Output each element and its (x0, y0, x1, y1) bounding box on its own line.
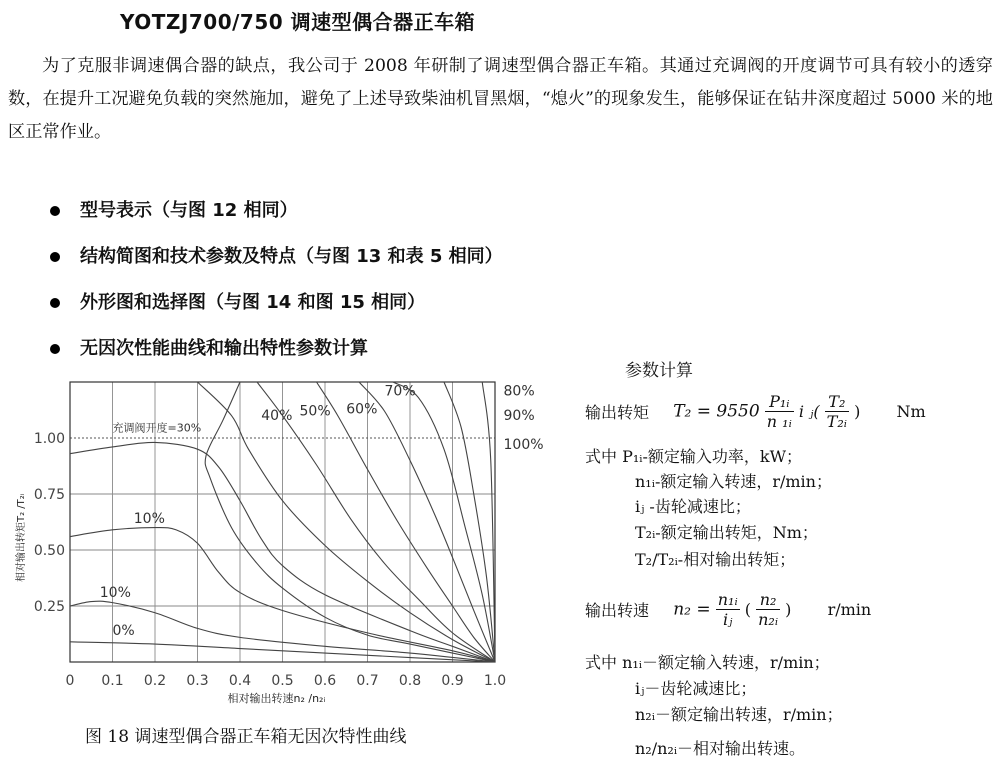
torque-den: n ₁ᵢ (766, 412, 792, 431)
x-tick-label: 0.8 (398, 673, 422, 689)
speed-formula (585, 590, 871, 629)
def-line: T₂/T₂ᵢ-相对输出转矩； (635, 550, 796, 569)
curve-label: 充调阀开度=30% (112, 421, 202, 435)
x-tick-label: 0.3 (186, 673, 209, 689)
x-tick-label: 0.7 (356, 673, 379, 689)
bullet-item (50, 188, 503, 234)
def-line: n₂/n₂ᵢ－相对输出转速。 (635, 739, 806, 758)
torque-mid: i ⱼ( (798, 402, 820, 421)
series-line (198, 382, 496, 662)
curve-label: 60% (346, 401, 378, 418)
y-tick-label: 0.50 (33, 543, 65, 559)
speed-num: n₁ᵢ (717, 590, 738, 609)
x-tick-label: 0.2 (143, 673, 167, 689)
x-tick-label: 0 (65, 673, 75, 689)
y-tick-label: 1.00 (33, 431, 65, 447)
def-line: iⱼ -齿轮减速比； (635, 497, 751, 516)
series-line (393, 382, 495, 662)
speed-unit: r/min (827, 600, 872, 619)
curve-label: 10% (99, 585, 131, 602)
bullet-icon (50, 206, 60, 216)
speed-ratio (756, 590, 780, 629)
x-tick-label: 0.5 (271, 673, 294, 689)
x-tick-label: 0.4 (228, 673, 252, 689)
x-tick-label: 0.6 (313, 673, 337, 689)
torque-close: ) (854, 402, 861, 421)
intro-paragraph: 为了克服非调速偶合器的缺点，我公司于 2008 年研制了调速型偶合器正车箱。其通过充调阀的开度调节可具有较小的透穿数，在提升工况避免负载的突然施加，避免了上述导致柴油机冒黑烟，“熄火”的现象发生，能够保证在钻井深度超过 5000 米的地区正常作业。 (8, 56, 993, 142)
torque-unit: Nm (896, 402, 926, 421)
def-line: 式中 P₁ᵢ-额定输入功率，kW； (585, 447, 803, 466)
torque-den2: T₂ᵢ (826, 412, 847, 431)
speed-label: 输出转速 (585, 601, 650, 620)
speed-close: ) (785, 600, 792, 619)
speed-den: iⱼ (723, 610, 733, 629)
curve-label: 10% (133, 511, 165, 528)
series-line (317, 382, 496, 662)
torque-lhs: T₂ = 9550 (673, 401, 760, 422)
x-tick-label: 1.0 (483, 673, 507, 689)
torque-fraction (765, 392, 794, 431)
bullet-icon (50, 298, 60, 308)
curve-label: 90% (503, 408, 535, 425)
bullet-item (50, 234, 503, 280)
speed-den2: n₂ᵢ (758, 610, 779, 629)
speed-num2: n₂ (756, 590, 780, 610)
curve-label: 50% (299, 403, 331, 420)
figure-caption: 图 18 调速型偶合器正车箱无因次特性曲线 (85, 727, 407, 747)
bullet-item (50, 280, 503, 326)
bullet-icon (50, 252, 60, 262)
series-line (482, 382, 495, 662)
curve-label: 70% (384, 383, 416, 400)
bullet-icon (50, 344, 60, 354)
torque-num: P₁ᵢ (765, 392, 794, 412)
series-line (359, 382, 495, 662)
bullet-text: 结构简图和技术参数及特点（与图 13 和表 5 相同） (80, 246, 503, 267)
series-line (205, 382, 495, 662)
def-line: T₂ᵢ-额定输出转矩，Nm； (635, 523, 818, 542)
def-line: n₂ᵢ－额定输出转速，r/min； (635, 705, 843, 724)
bullet-text: 无因次性能曲线和输出特性参数计算 (80, 338, 368, 359)
def-line: 式中 n₁ᵢ－额定输入转速，r/min； (585, 653, 830, 672)
series-line (257, 382, 495, 662)
x-tick-label: 0.9 (441, 673, 464, 689)
characteristic-chart (8, 360, 568, 710)
bullet-text: 外形图和选择图（与图 14 和图 15 相同） (80, 292, 426, 313)
bullet-text: 型号表示（与图 12 相同） (80, 200, 298, 221)
x-tick-label: 0.1 (101, 673, 124, 689)
speed-fraction (716, 590, 740, 629)
x-axis-label: 相对输出转速n₂ /n₂ᵢ (227, 692, 326, 705)
y-tick-label: 0.75 (33, 487, 65, 503)
torque-num2: T₂ (825, 392, 849, 412)
def-line: iⱼ－齿轮减速比； (635, 679, 757, 698)
speed-open: ( (744, 600, 751, 619)
torque-ratio (825, 392, 849, 431)
curve-label: 40% (261, 408, 293, 425)
torque-formula (585, 392, 926, 431)
bullet-list (50, 188, 503, 372)
y-axis-label: 相对输出转矩T₂ /T₂ᵢ (16, 493, 27, 582)
def-line: n₁ᵢ-额定输入转速，r/min； (635, 472, 832, 491)
page-title: YOTZJ700/750 调速型偶合器正车箱 (120, 10, 476, 34)
torque-label: 输出转矩 (585, 403, 650, 422)
speed-lhs: n₂ = (673, 599, 711, 620)
params-heading: 参数计算 (625, 361, 693, 381)
curve-label: 100% (503, 437, 544, 454)
curve-label: 80% (503, 383, 535, 400)
y-tick-label: 0.25 (33, 599, 65, 615)
curve-label: 0% (112, 623, 135, 640)
